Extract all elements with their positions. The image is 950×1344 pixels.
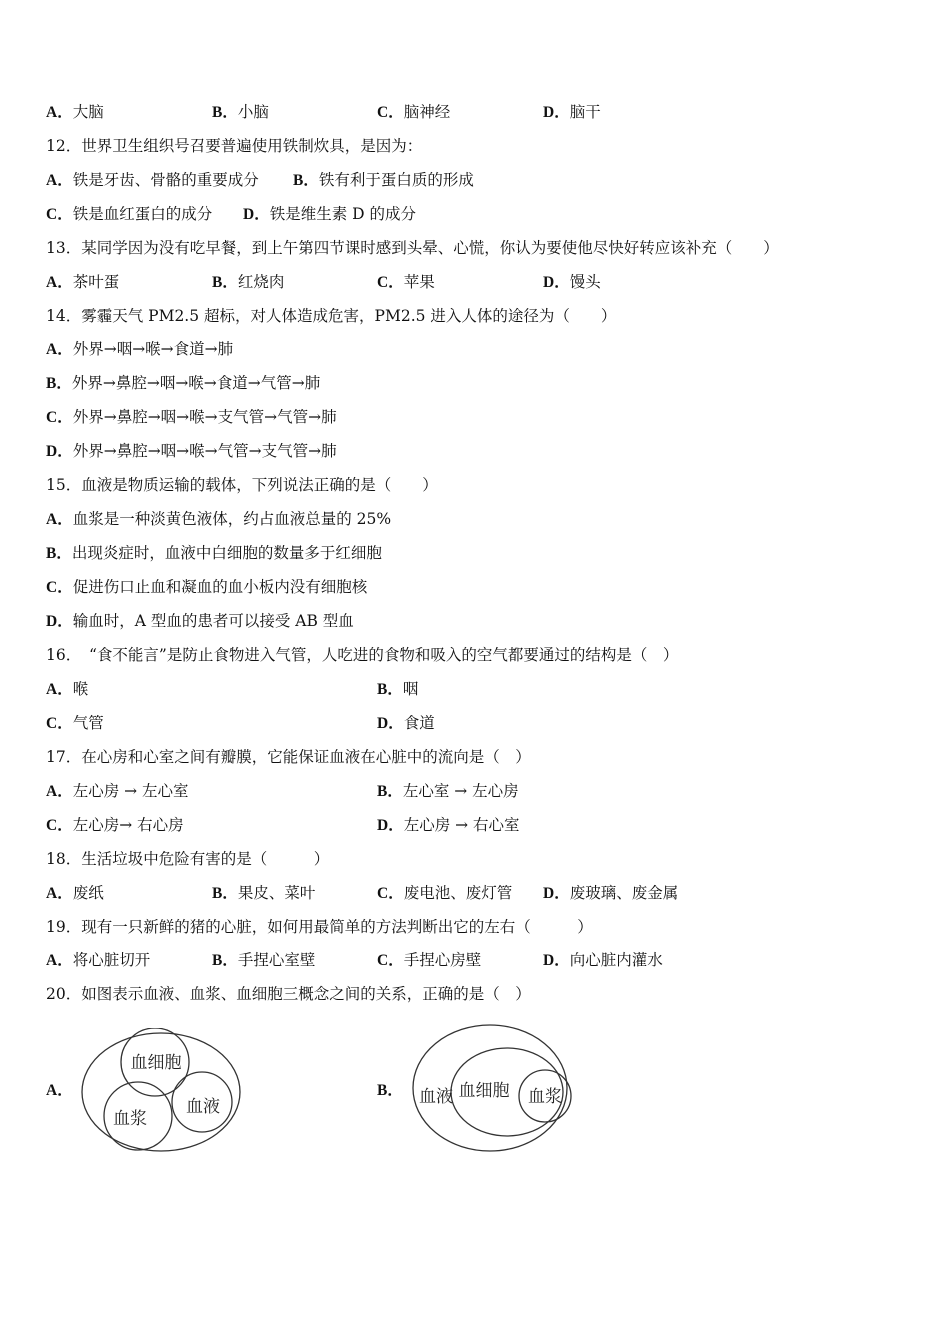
option-text: 向心脏内灌水 <box>569 951 663 969</box>
option-letter: D． <box>543 952 570 969</box>
q15-option-c <box>46 577 367 598</box>
q15-stem: 15．血液是物质运输的载体，下列说法正确的是（ ） <box>46 476 438 494</box>
diagram-b-label-middle: 血细胞 <box>458 1081 510 1101</box>
q13-option-d <box>543 272 601 293</box>
q12-option-b <box>293 170 474 191</box>
q19-option-b <box>212 950 315 971</box>
q12-stem: 12．世界卫生组织号召要普遍使用铁制炊具，是因为： <box>46 137 423 155</box>
q14-stem: 14．雾霾天气 PM2.5 超标，对人体造成危害，PM2.5 进入人体的途径为（ ） <box>46 307 617 325</box>
q17-stem: 17．在心房和心室之间有瓣膜，它能保证血液在心脏中的流向是（ ） <box>46 748 531 766</box>
option-letter: B． <box>293 172 319 189</box>
q20-option-a-letter: A． <box>46 1082 73 1099</box>
q15-option-a <box>46 509 391 530</box>
q16-option-d <box>377 713 435 734</box>
option-letter: A． <box>46 681 73 698</box>
diagram-a-outer-ellipse <box>82 1033 240 1151</box>
diagram-a-label-left: 血浆 <box>113 1109 147 1129</box>
option-text: 铁有利于蛋白质的形成 <box>318 171 474 189</box>
option-letter: D． <box>377 715 404 732</box>
option-letter: C． <box>46 409 73 426</box>
option-letter: D． <box>46 613 73 630</box>
q12-option-d <box>243 204 416 225</box>
option-text: 苹果 <box>403 273 435 291</box>
option-letter: B． <box>212 885 238 902</box>
option-letter: A． <box>46 783 73 800</box>
option-letter: B． <box>377 681 403 698</box>
q15-option-b <box>46 543 382 564</box>
q11-option-b <box>212 102 269 123</box>
option-letter: C． <box>46 715 73 732</box>
q20-option-b-letter: B． <box>377 1082 403 1099</box>
option-text: 铁是血红蛋白的成分 <box>72 205 213 223</box>
q19-option-c <box>377 950 481 971</box>
q16-stem: 16． “食不能言”是防止食物进入气管，人吃进的食物和吸入的空气都要通过的结构是（ ） <box>46 646 679 664</box>
option-letter: D． <box>243 206 270 223</box>
option-text: 废玻璃、废金属 <box>569 884 679 902</box>
option-letter: B． <box>46 545 72 562</box>
diagram-b <box>408 1020 576 1156</box>
q18-option-a <box>46 883 104 904</box>
option-text: 废纸 <box>72 884 104 902</box>
q18-stem: 18．生活垃圾中危险有害的是（ ） <box>46 850 330 868</box>
option-text: 红烧肉 <box>237 273 285 291</box>
option-text: 大脑 <box>72 103 104 121</box>
q14-option-d <box>46 441 337 462</box>
q19-option-d <box>543 950 663 971</box>
q15-option-d <box>46 611 354 632</box>
option-text: 外界→鼻腔→咽→喉→气管→支气管→肺 <box>72 442 337 460</box>
q13-option-a <box>46 272 119 293</box>
q18-option-b <box>212 883 315 904</box>
diagram-a-label-top: 血细胞 <box>130 1053 182 1073</box>
option-text: 左心房 → 右心室 <box>403 816 520 834</box>
option-letter: A． <box>46 511 73 528</box>
q17-option-d <box>377 815 520 836</box>
q11-option-d <box>543 102 601 123</box>
diagram-a-label-right: 血液 <box>186 1097 220 1117</box>
q16-option-b <box>377 679 418 700</box>
option-letter: B． <box>46 375 72 392</box>
option-letter: A． <box>46 885 73 902</box>
option-text: 果皮、菜叶 <box>237 884 316 902</box>
q18-option-c <box>377 883 512 904</box>
q14-option-b <box>46 373 320 394</box>
option-text: 左心室 → 左心房 <box>402 782 519 800</box>
q12-option-a <box>46 170 259 191</box>
q20-stem: 20．如图表示血液、血浆、血细胞三概念之间的关系，正确的是（ ） <box>46 985 531 1003</box>
option-text: 外界→咽→喉→食道→肺 <box>72 340 234 358</box>
q11-option-c <box>377 102 450 123</box>
diagram-b-label-outer: 血液 <box>419 1087 453 1107</box>
option-text: 气管 <box>72 714 104 732</box>
q17-option-c <box>46 815 184 836</box>
q11-option-a <box>46 102 104 123</box>
option-text: 出现炎症时，血液中白细胞的数量多于红细胞 <box>71 544 382 562</box>
option-letter: B． <box>212 274 238 291</box>
option-letter: C． <box>377 952 404 969</box>
option-letter: D． <box>46 443 73 460</box>
option-text: 废电池、废灯管 <box>403 884 513 902</box>
option-letter: B． <box>212 104 238 121</box>
option-text: 铁是维生素 D 的成分 <box>269 205 416 223</box>
q19-option-a <box>46 950 150 971</box>
option-text: 将心脏切开 <box>72 951 151 969</box>
option-text: 脑神经 <box>403 103 451 121</box>
q13-option-c <box>377 272 435 293</box>
option-letter: B． <box>212 952 238 969</box>
q13-option-b <box>212 272 284 293</box>
option-text: 馒头 <box>569 273 601 291</box>
q14-option-c <box>46 407 337 428</box>
option-letter: C． <box>46 579 73 596</box>
option-letter: A． <box>46 341 73 358</box>
option-letter: A． <box>46 172 73 189</box>
q16-option-a <box>46 679 88 700</box>
diagram-a <box>76 1028 246 1156</box>
option-letter: D． <box>543 885 570 902</box>
option-text: 手捏心室壁 <box>237 951 316 969</box>
option-text: 左心房 → 左心室 <box>72 782 189 800</box>
option-text: 手捏心房壁 <box>403 951 482 969</box>
option-letter: C． <box>377 104 404 121</box>
option-text: 左心房→ 右心房 <box>72 816 184 834</box>
q14-option-a <box>46 339 233 360</box>
option-letter: A． <box>46 104 73 121</box>
option-text: 咽 <box>402 680 419 698</box>
option-text: 促进伤口止血和凝血的血小板内没有细胞核 <box>72 578 368 596</box>
option-letter: D． <box>543 104 570 121</box>
option-text: 食道 <box>403 714 435 732</box>
q18-option-d <box>543 883 678 904</box>
option-text: 脑干 <box>569 103 601 121</box>
option-letter: D． <box>543 274 570 291</box>
option-letter: C． <box>377 885 404 902</box>
option-letter: A． <box>46 274 73 291</box>
q16-option-c <box>46 713 104 734</box>
option-letter: C． <box>46 817 73 834</box>
option-letter: B． <box>377 783 403 800</box>
diagram-b-label-inner: 血浆 <box>528 1087 562 1107</box>
q12-option-c <box>46 204 212 225</box>
option-letter: A． <box>46 952 73 969</box>
option-text: 小脑 <box>237 103 269 121</box>
q13-stem: 13．某同学因为没有吃早餐，到上午第四节课时感到头晕、心慌，你认为要使他尽快好转应该补充（ ） <box>46 239 779 257</box>
option-text: 输血时，A 型血的患者可以接受 AB 型血 <box>72 612 354 630</box>
option-text: 铁是牙齿、骨骼的重要成分 <box>72 171 259 189</box>
option-text: 茶叶蛋 <box>72 273 120 291</box>
q19-stem: 19．现有一只新鲜的猪的心脏，如何用最简单的方法判断出它的左右（ ） <box>46 918 593 936</box>
q17-option-a <box>46 781 189 802</box>
q17-option-b <box>377 781 519 802</box>
option-text: 血浆是一种淡黄色液体，约占血液总量的 25% <box>72 510 392 528</box>
option-text: 外界→鼻腔→咽→喉→支气管→气管→肺 <box>72 408 337 426</box>
option-letter: C． <box>377 274 404 291</box>
option-letter: D． <box>377 817 404 834</box>
option-letter: C． <box>46 206 73 223</box>
option-text: 喉 <box>72 680 89 698</box>
option-text: 外界→鼻腔→咽→喉→食道→气管→肺 <box>71 374 321 392</box>
